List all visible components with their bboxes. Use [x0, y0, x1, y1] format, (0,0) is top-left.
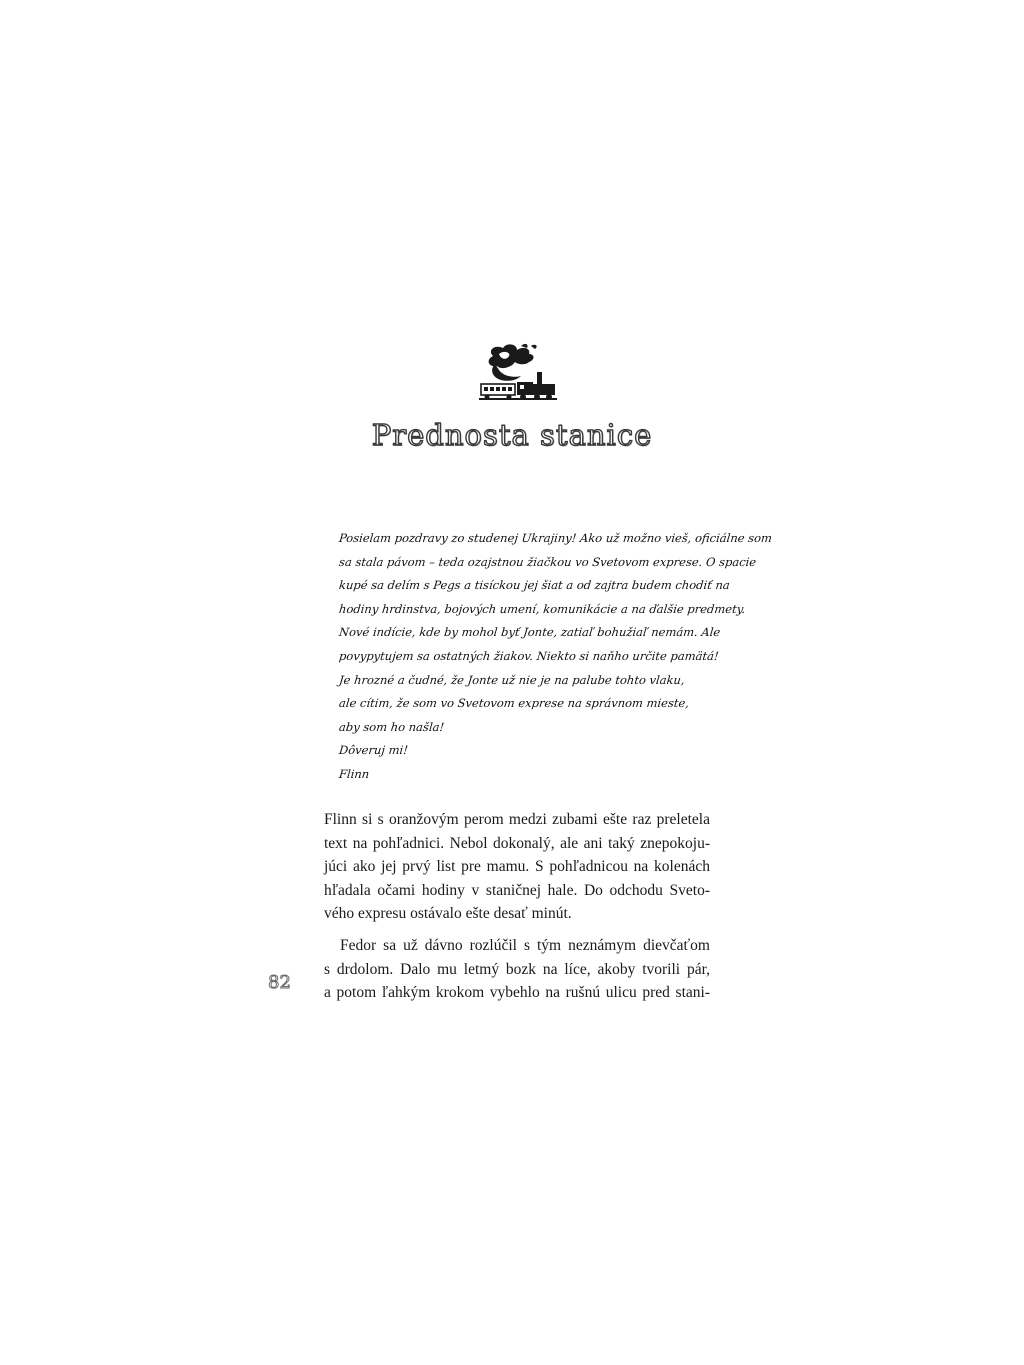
- postcard-line: ale cítim, že som vo Svetovom exprese na správnom mieste,: [338, 696, 690, 711]
- steam-locomotive-icon: [477, 340, 559, 404]
- postcard-line: aby som ho našla!: [338, 719, 445, 734]
- postcard-signature: Flinn: [338, 766, 370, 781]
- postcard-line: Nové indície, kde by mohol byť Jonte, zatiaľ bohužiaľ nemám. Ale: [338, 625, 722, 640]
- postcard-message: [338, 527, 773, 787]
- postcard-line: Dôveruj mi!: [338, 743, 409, 758]
- chapter-title: Prednosta stanice: [371, 418, 653, 452]
- paragraph-line: hľadala očami hodiny v staničnej hale. Do odchodu Sveto-: [324, 881, 710, 899]
- paragraph-line: Flinn si s oranžovým perom medzi zubami ešte raz preletela: [324, 811, 710, 828]
- postcard-line: povypytujem sa ostatných žiakov. Niekto si naňho určite pamätá!: [338, 648, 720, 663]
- paragraph-line: s drdolom. Dalo mu letmý bozk na líce, akoby tvorili pár,: [324, 960, 710, 978]
- paragraph-line: vého expresu ostávalo ešte desať minút.: [324, 905, 572, 923]
- postcard-line: kupé sa delím s Pegs a tisíckou jej šiat a od zajtra budem chodiť na: [338, 578, 731, 593]
- paragraph-line: Fedor sa už dávno rozlúčil s tým neznámym dievčaťom: [340, 936, 710, 954]
- postcard-line: sa stala pávom – teda ozajstnou žiačkou vo Svetovom exprese. O spacie: [338, 554, 757, 569]
- body-text: [324, 808, 710, 1005]
- paragraph-line: júci ako jej prvý list pre mamu. S pohľadnicou na kolenách: [324, 858, 710, 876]
- paragraph-line: text na pohľadnici. Nebol dokonalý, ale ani taký znepokoju-: [324, 834, 710, 852]
- postcard-line: Je hrozné a čudné, že Jonte už nie je na palube tohto vlaku,: [338, 672, 686, 687]
- paragraph-line: a potom ľahkým krokom vybehlo na rušnú ulicu pred stani-: [324, 984, 710, 1002]
- postcard-line: Posielam pozdravy zo studenej Ukrajiny! Ako už možno vieš, oficiálne som: [338, 531, 773, 545]
- postcard-line: hodiny hrdinstva, bojových umení, komunikácie a na ďalšie predmety.: [338, 601, 747, 616]
- page-number: 82: [268, 972, 291, 993]
